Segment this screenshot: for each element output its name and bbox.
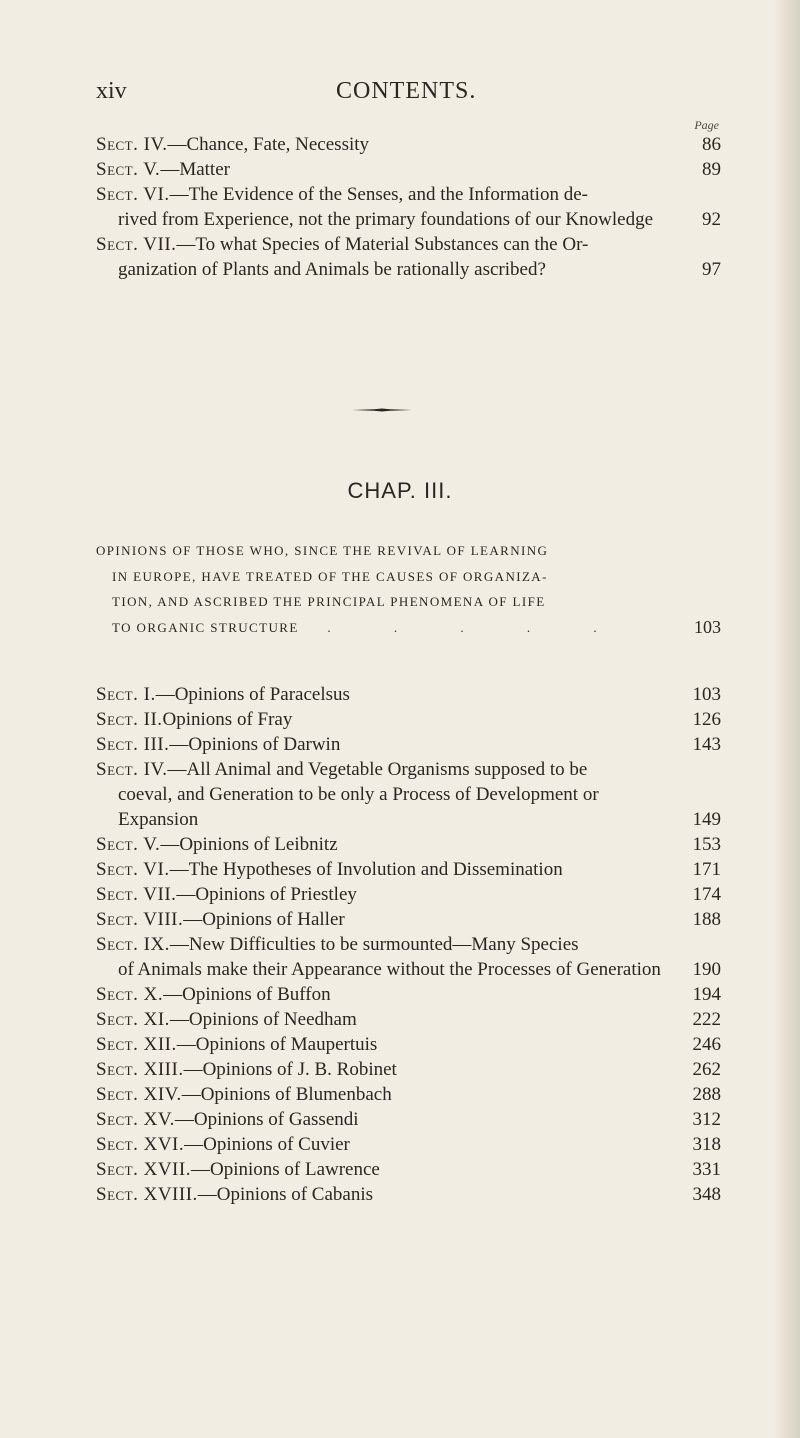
section-label: Sect. VII. — [96, 884, 177, 905]
toc-entry-line — [96, 1107, 671, 1132]
toc-entry — [96, 1057, 721, 1082]
section-title-continuation: coeval, and Generation to be only a Process of Development or Expansion — [118, 784, 599, 830]
toc-entry — [96, 907, 721, 932]
section-title: Opinions of Fray — [162, 709, 293, 730]
toc-entry — [96, 182, 721, 232]
toc-entry-line — [96, 1007, 671, 1032]
section-title: —Chance, Fate, Necessity — [167, 134, 370, 155]
page-ref: 149 — [692, 809, 721, 830]
section-label: Sect. IV. — [96, 759, 168, 780]
page-ref: 188 — [692, 909, 721, 930]
toc-entry — [96, 982, 721, 1007]
section-title: —Matter — [160, 159, 230, 180]
section-title: —Opinions of J. B. Robinet — [183, 1059, 397, 1080]
chapter-description-line: TO ORGANIC STRUCTURE — [112, 619, 299, 635]
section-label: Sect. V. — [96, 834, 161, 855]
section-label: Sect. XIII. — [96, 1059, 184, 1080]
toc-chapter-section — [96, 682, 721, 1207]
section-title: —Opinions of Gassendi — [174, 1109, 359, 1130]
toc-entry — [96, 1007, 721, 1032]
toc-entry-line — [96, 1057, 671, 1082]
section-title: —Opinions of Buffon — [163, 984, 331, 1005]
page-ref: 262 — [692, 1059, 721, 1080]
chapter-page: 103 — [694, 616, 721, 637]
toc-entry-line — [96, 882, 671, 907]
toc-entry — [96, 1182, 721, 1207]
section-label: Sect. II. — [96, 709, 163, 730]
toc-entry — [96, 157, 721, 182]
page-ref: 194 — [692, 984, 721, 1005]
section-divider-rule — [352, 408, 412, 412]
chapter-description — [96, 538, 721, 640]
section-title: —Opinions of Darwin — [169, 734, 341, 755]
page-ref: 312 — [692, 1109, 721, 1130]
toc-entry — [96, 1132, 721, 1157]
toc-entry-line — [96, 757, 671, 782]
section-title: —All Animal and Vegetable Organisms supposed to be — [167, 759, 588, 780]
page-edge-shadow — [774, 0, 800, 1438]
toc-entry-line — [96, 707, 671, 732]
page-ref: 318 — [692, 1134, 721, 1155]
section-title: —Opinions of Lawrence — [190, 1159, 380, 1180]
section-title: —Opinions of Maupertuis — [176, 1034, 378, 1055]
toc-entry — [96, 707, 721, 732]
page-ref: 103 — [692, 684, 721, 705]
section-title: —Opinions of Cabanis — [197, 1184, 374, 1205]
section-title-continuation: rived from Experience, not the primary foundations of our Knowledge — [118, 209, 654, 230]
toc-entry — [96, 857, 721, 882]
toc-entry-line — [96, 182, 671, 207]
toc-entry-line — [96, 682, 671, 707]
toc-entry — [96, 1107, 721, 1132]
section-label: Sect. X. — [96, 984, 164, 1005]
page-column-label: Page — [694, 118, 719, 132]
section-title: —New Difficulties to be surmounted—Many Species — [169, 934, 579, 955]
toc-entry — [96, 132, 721, 157]
toc-entry-line — [96, 1157, 671, 1182]
toc-entry-line — [96, 132, 671, 157]
chapter-description-line: IN EUROPE, HAVE TREATED OF THE CAUSES OF ORGANIZA- — [112, 568, 548, 584]
section-title-continuation: of Animals make their Appearance without the Processes of Generation — [118, 959, 661, 980]
page-ref: 348 — [692, 1184, 721, 1205]
section-label: Sect. I. — [96, 684, 156, 705]
toc-entry-line — [96, 832, 671, 857]
toc-entry-line — [96, 232, 671, 257]
running-header — [96, 78, 716, 112]
toc-top-section — [96, 118, 721, 282]
toc-entry-line — [96, 1132, 671, 1157]
section-title: —Opinions of Blumenbach — [181, 1084, 392, 1105]
toc-entry-line — [96, 932, 671, 957]
page-ref: 92 — [702, 209, 721, 230]
chapter-description-line: TION, AND ASCRIBED THE PRINCIPAL PHENOMENA OF LIFE — [112, 594, 546, 609]
chapter-description-last-line — [96, 615, 721, 641]
toc-entry — [96, 882, 721, 907]
chapter-description-line: OPINIONS OF THOSE WHO, SINCE THE REVIVAL OF LEARNING — [96, 543, 549, 558]
section-title: —Opinions of Haller — [183, 909, 345, 930]
page-ref: 171 — [692, 859, 721, 880]
toc-entry — [96, 732, 721, 757]
toc-entry — [96, 1082, 721, 1107]
section-title: —Opinions of Leibnitz — [160, 834, 338, 855]
page-ref: 143 — [692, 734, 721, 755]
toc-entry — [96, 832, 721, 857]
toc-entry — [96, 232, 721, 282]
page-ref: 126 — [692, 709, 721, 730]
page-ref: 89 — [702, 159, 721, 180]
page-ref: 97 — [702, 259, 721, 280]
running-title: CONTENTS. — [336, 78, 477, 104]
page-ref: 246 — [692, 1034, 721, 1055]
toc-entry-line — [96, 1082, 671, 1107]
section-title: —Opinions of Paracelsus — [155, 684, 350, 705]
section-label: Sect. IV. — [96, 134, 168, 155]
toc-entry-line — [96, 857, 671, 882]
section-label: Sect. XVI. — [96, 1134, 185, 1155]
section-label: Sect. III. — [96, 734, 170, 755]
section-title-continuation: ganization of Plants and Animals be rationally ascribed? — [118, 259, 546, 280]
section-label: Sect. XVIII. — [96, 1184, 198, 1205]
section-label: Sect. V. — [96, 159, 161, 180]
section-label: Sect. XIV. — [96, 1084, 182, 1105]
section-title: —To what Species of Material Substances can the Or- — [176, 234, 589, 255]
toc-entry-line — [96, 907, 671, 932]
toc-entry — [96, 932, 721, 982]
toc-entry-line — [96, 1032, 671, 1057]
toc-entry-line — [96, 1182, 671, 1207]
section-label: Sect. IX. — [96, 934, 170, 955]
page-number: xiv — [96, 78, 127, 104]
page-ref: 190 — [692, 959, 721, 980]
section-title: —Opinions of Cuvier — [184, 1134, 350, 1155]
section-label: Sect. XV. — [96, 1109, 175, 1130]
toc-entry-line — [96, 982, 671, 1007]
section-label: Sect. XVII. — [96, 1159, 191, 1180]
leader-dots: . . . . . — [327, 619, 627, 635]
toc-entry — [96, 757, 721, 832]
section-title: —Opinions of Priestley — [176, 884, 357, 905]
toc-entry-line — [96, 157, 671, 182]
section-label: Sect. VII. — [96, 234, 177, 255]
toc-entry-line — [96, 732, 671, 757]
section-label: Sect. VIII. — [96, 909, 184, 930]
page-ref: 222 — [692, 1009, 721, 1030]
section-label: Sect. VI. — [96, 859, 170, 880]
section-title: —Opinions of Needham — [169, 1009, 357, 1030]
section-label: Sect. VI. — [96, 184, 170, 205]
chapter-heading: CHAP. III. — [347, 478, 453, 503]
section-title: —The Evidence of the Senses, and the Information de- — [169, 184, 588, 205]
page-ref: 174 — [692, 884, 721, 905]
section-title: —The Hypotheses of Involution and Dissemination — [169, 859, 563, 880]
page-ref: 331 — [692, 1159, 721, 1180]
toc-entry — [96, 682, 721, 707]
section-label: Sect. XI. — [96, 1009, 170, 1030]
page-ref: 153 — [692, 834, 721, 855]
toc-entry — [96, 1157, 721, 1182]
section-label: Sect. XII. — [96, 1034, 177, 1055]
page-ref: 288 — [692, 1084, 721, 1105]
page-ref: 86 — [702, 134, 721, 155]
toc-entry — [96, 1032, 721, 1057]
